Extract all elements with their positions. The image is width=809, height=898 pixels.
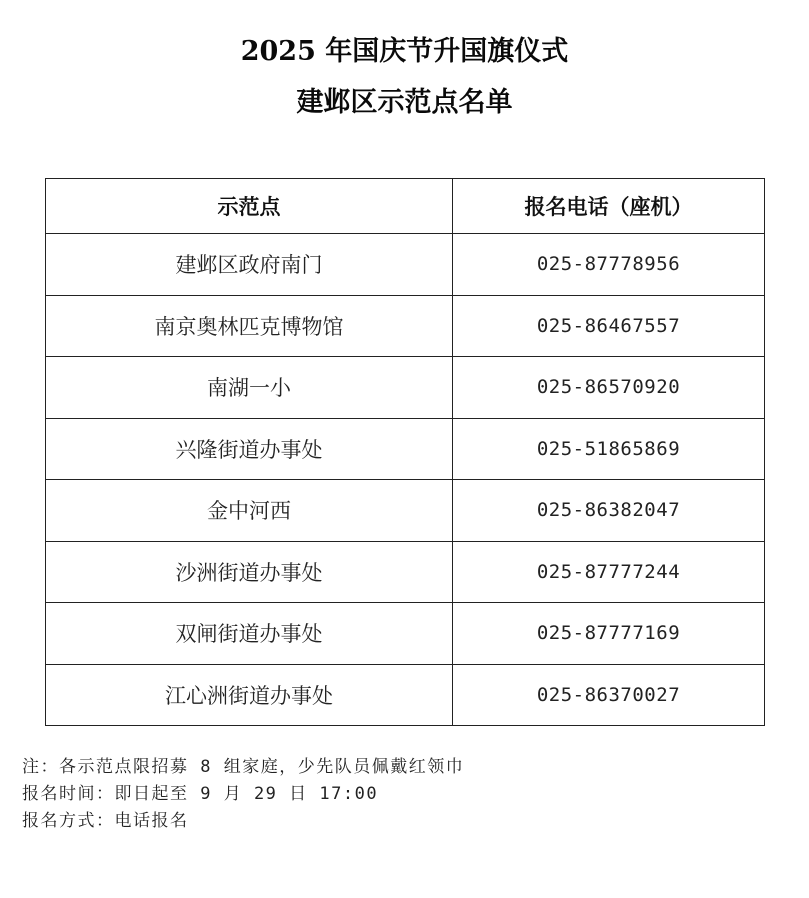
phone-cell: 025-87777244 — [453, 541, 765, 603]
header-site: 示范点 — [46, 179, 453, 234]
site-cell: 建邺区政府南门 — [46, 234, 453, 296]
site-cell: 南京奥林匹克博物馆 — [46, 295, 453, 357]
page-title: 2025 年国庆节升国旗仪式 — [240, 36, 569, 67]
note-line: 注：各示范点限招募 8 组家庭，少先队员佩戴红领巾 — [22, 757, 465, 777]
phone-cell: 025-86370027 — [453, 664, 765, 726]
demo-site-table — [45, 178, 765, 726]
page-subtitle: 建邺区示范点名单 — [296, 87, 513, 118]
site-cell: 金中河西 — [46, 480, 453, 542]
table-header-row — [46, 179, 765, 234]
site-cell: 沙洲街道办事处 — [46, 541, 453, 603]
phone-cell: 025-87777169 — [453, 603, 765, 665]
phone-cell: 025-86467557 — [453, 295, 765, 357]
table-row — [46, 664, 765, 726]
table-row — [46, 418, 765, 480]
table-row — [46, 295, 765, 357]
table-row — [46, 541, 765, 603]
site-cell: 双闸街道办事处 — [46, 603, 453, 665]
notes-block — [22, 754, 464, 835]
table-row — [46, 480, 765, 542]
table-row — [46, 603, 765, 665]
phone-cell: 025-51865869 — [453, 418, 765, 480]
registration-time: 报名时间：即日起至 9 月 29 日 17:00 — [22, 784, 379, 804]
table-row — [46, 357, 765, 419]
site-cell: 兴隆街道办事处 — [46, 418, 453, 480]
table-row — [46, 234, 765, 296]
header-phone: 报名电话（座机） — [453, 179, 765, 234]
phone-cell: 025-86382047 — [453, 480, 765, 542]
site-cell: 南湖一小 — [46, 357, 453, 419]
phone-cell: 025-86570920 — [453, 357, 765, 419]
registration-method: 报名方式：电话报名 — [22, 811, 189, 831]
phone-cell: 025-87778956 — [453, 234, 765, 296]
site-cell: 江心洲街道办事处 — [46, 664, 453, 726]
